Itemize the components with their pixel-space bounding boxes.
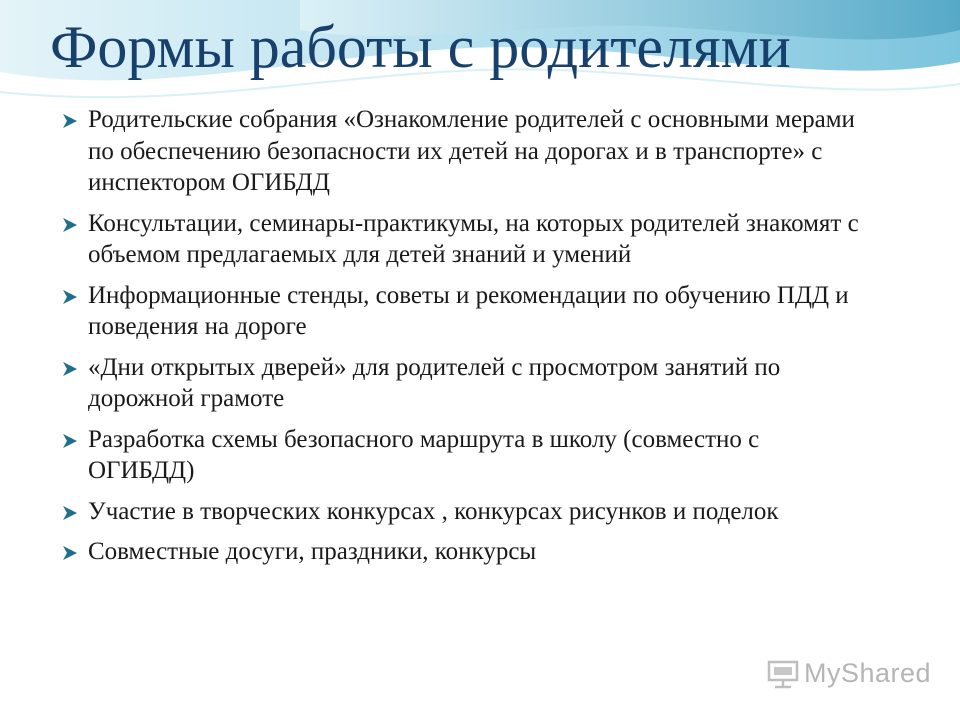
arrow-bullet-icon [62, 289, 78, 305]
slide-title: Формы работы с родителями [50, 14, 791, 80]
list-item-text: Совместные досуги, праздники, конкурсы [88, 538, 537, 565]
list-item [62, 496, 862, 528]
list-item [62, 424, 862, 487]
watermark [766, 658, 931, 689]
list-item-text: Участие в творческих конкурсах , конкурсах рисунков и поделок [88, 497, 779, 525]
arrow-bullet-icon [62, 545, 78, 561]
list-item-text: Родительские собрания «Ознакомление родителей с основными мерами по обеспечению безопасности их детей на дорогах и в транспорте» с инспектором ОГИБДД [88, 106, 855, 196]
arrow-bullet-icon [62, 505, 78, 521]
arrow-bullet-icon [62, 217, 78, 233]
arrow-bullet-icon [62, 433, 78, 449]
list-item [62, 352, 862, 415]
list-item [62, 208, 862, 271]
list-item [62, 280, 862, 343]
list-item-text: Разработка схемы безопасного маршрута в школу (совместно с ОГИБДД) [88, 425, 760, 484]
watermark-text: MyShared [804, 658, 932, 688]
arrow-bullet-icon [62, 113, 78, 129]
presentation-board-icon [766, 659, 800, 689]
arrow-bullet-icon [62, 361, 78, 377]
list-item-text: Консультации, семинары-практикумы, на которых родителей знакомят с объемом предлагаемых для детей знаний и умений [88, 209, 859, 268]
list-item-text: «Дни открытых дверей» для родителей с просмотром занятий по дорожной грамоте [88, 353, 781, 412]
list-item [62, 104, 862, 199]
bullet-list [62, 104, 862, 577]
list-item [62, 536, 862, 568]
list-item-text: Информационные стенды, советы и рекомендации по обучению ПДД и поведения на дороге [88, 281, 849, 340]
